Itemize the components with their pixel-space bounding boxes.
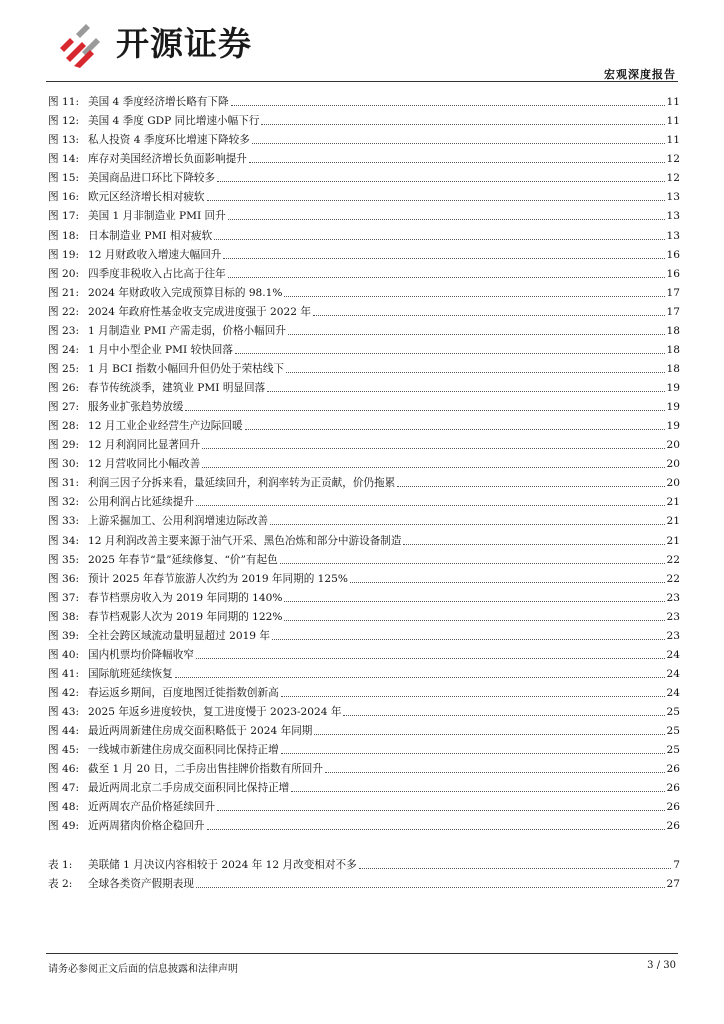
figure-entry-page: 24 xyxy=(666,648,680,661)
figure-entry-title: 12 月财政收入增速大幅回升 xyxy=(88,248,222,261)
figure-entry-title: 1 月 BCI 指数小幅回升但仍处于荣枯线下 xyxy=(88,362,285,375)
table-entry[interactable] xyxy=(48,872,680,891)
table-entry[interactable] xyxy=(48,853,680,872)
figure-entry-label: 图 22: xyxy=(48,305,80,318)
figure-entry[interactable] xyxy=(48,166,680,185)
figure-entry[interactable] xyxy=(48,528,680,547)
figure-entry-leader xyxy=(284,620,664,621)
figure-entry-label: 图 11: xyxy=(48,96,80,109)
figure-entry-leader xyxy=(325,772,665,773)
figure-entry-label: 图 47: xyxy=(48,782,80,795)
figure-entry-page: 26 xyxy=(666,763,680,776)
figure-entry-title: 春节传统淡季，建筑业 PMI 明显回落 xyxy=(88,382,266,394)
figure-entry[interactable] xyxy=(48,509,680,528)
figure-entry-title: 国内机票均价降幅收窄 xyxy=(88,648,194,661)
figure-entry-leader xyxy=(284,296,664,297)
figure-entry-title: 2024 年政府性基金收支完成进度强于 2022 年 xyxy=(88,305,311,318)
figure-entry[interactable] xyxy=(48,681,680,700)
figure-index xyxy=(48,90,680,833)
figure-entry-title: 上游采掘加工、公用利润增速边际改善 xyxy=(88,515,269,528)
figure-entry-label: 图 31: xyxy=(48,477,80,490)
figure-entry[interactable] xyxy=(48,795,680,814)
figure-entry-leader xyxy=(284,601,664,602)
figure-entry-title: 利润三因子分拆来看，量延续回升，利润率转为正贡献，价仍拖累 xyxy=(88,477,396,490)
figure-entry-label: 图 42: xyxy=(48,687,80,699)
brand-name: 开源证券 xyxy=(116,24,252,63)
figure-entry-page: 11 xyxy=(666,134,680,147)
figure-entry-page: 16 xyxy=(666,248,680,261)
figure-entry-page: 20 xyxy=(666,477,680,490)
figure-entry-title: 2025 年春节“量”延续修复、“价”有起色 xyxy=(88,553,278,566)
figure-entry-page: 25 xyxy=(666,706,680,719)
figure-entry-page: 21 xyxy=(666,534,680,547)
figure-entry-label: 图 28: xyxy=(48,420,80,433)
table-entry-title: 全球各类资产假期表现 xyxy=(88,878,194,891)
page-number: 3 / 30 xyxy=(647,960,676,971)
figure-entry-page: 17 xyxy=(666,286,680,299)
figure-entry-title: 国际航班延续恢复 xyxy=(88,667,173,680)
figure-entry-leader xyxy=(281,753,665,754)
figure-entry[interactable] xyxy=(48,90,680,109)
figure-entry-page: 13 xyxy=(666,229,680,242)
page-header xyxy=(0,0,724,82)
figure-entry-label: 图 43: xyxy=(48,706,80,719)
figure-entry-leader xyxy=(228,219,665,220)
figure-entry-title: 公用利润占比延续提升 xyxy=(88,496,194,509)
header-divider xyxy=(46,81,678,82)
figure-entry[interactable] xyxy=(48,738,680,757)
figure-entry[interactable] xyxy=(48,128,680,147)
figure-entry[interactable] xyxy=(48,185,680,204)
figure-entry-page: 20 xyxy=(666,458,680,471)
figure-entry-leader xyxy=(196,658,665,659)
figure-entry-label: 图 12: xyxy=(48,115,80,128)
figure-entry[interactable] xyxy=(48,243,680,262)
figure-entry-leader xyxy=(207,200,665,201)
figure-entry-leader xyxy=(185,410,664,411)
figure-entry-title: 12 月利润改善主要来源于油气开采、黑色冶炼和部分中游设备制造 xyxy=(88,534,402,547)
figure-entry[interactable] xyxy=(48,814,680,833)
figure-entry-leader xyxy=(280,563,665,564)
figure-entry-label: 图 37: xyxy=(48,591,80,604)
figure-entry[interactable] xyxy=(48,300,680,319)
figure-entry[interactable] xyxy=(48,281,680,300)
figure-entry-label: 图 45: xyxy=(48,744,80,757)
figure-entry-title: 四季度非税收入占比高于往年 xyxy=(88,267,226,280)
figure-entry-title: 1 月制造业 PMI 产需走弱，价格小幅回升 xyxy=(88,324,286,337)
figure-entry[interactable] xyxy=(48,433,680,452)
table-entry-page: 27 xyxy=(666,878,680,891)
figure-entry-page: 25 xyxy=(666,725,680,738)
figure-entry-page: 18 xyxy=(666,362,680,375)
figure-entry-label: 图 17: xyxy=(48,210,80,223)
figure-entry-label: 图 15: xyxy=(48,172,80,185)
figure-entry[interactable] xyxy=(48,624,680,643)
figure-entry-label: 图 26: xyxy=(48,382,80,394)
figure-entry-leader xyxy=(397,486,664,487)
figure-entry[interactable] xyxy=(48,567,680,586)
figure-entry-label: 图 46: xyxy=(48,763,80,776)
figure-entry[interactable] xyxy=(48,147,680,166)
figure-entry-label: 图 33: xyxy=(48,515,80,528)
figure-entry-label: 图 35: xyxy=(48,553,80,566)
figure-entry-page: 23 xyxy=(666,610,680,623)
figure-entry[interactable] xyxy=(48,757,680,776)
footer-divider xyxy=(46,953,678,954)
figure-entry[interactable] xyxy=(48,109,680,128)
report-type: 宏观深度报告 xyxy=(604,68,676,81)
figure-entry-page: 12 xyxy=(666,172,680,185)
figure-entry-title: 日本制造业 PMI 相对疲软 xyxy=(88,229,213,242)
figure-entry-title: 库存对美国经济增长负面影响提升 xyxy=(88,153,247,166)
figure-entry[interactable] xyxy=(48,490,680,509)
figure-entry-leader xyxy=(288,334,665,335)
figure-entry-leader xyxy=(228,277,665,278)
figure-entry-leader xyxy=(196,505,665,506)
table-entry-leader xyxy=(196,887,665,888)
figure-entry-leader xyxy=(313,315,665,316)
figure-entry-label: 图 49: xyxy=(48,820,80,833)
table-list xyxy=(48,853,680,891)
figure-entry-page: 19 xyxy=(666,382,680,394)
figure-entry-page: 26 xyxy=(666,782,680,795)
figure-entry-leader xyxy=(261,124,664,125)
figure-entry-title: 春运返乡期间，百度地图迁徙指数创新高 xyxy=(88,687,279,699)
figure-entry-page: 20 xyxy=(666,439,680,452)
figure-entry-title: 近两周农产品价格延续回升 xyxy=(88,801,216,814)
disclaimer-text: 请务必参阅正文后面的信息披露和法律声明 xyxy=(48,964,238,975)
figure-entry-label: 图 36: xyxy=(48,572,80,585)
figure-entry-page: 22 xyxy=(666,572,680,585)
figure-entry-leader xyxy=(214,239,664,240)
figure-entry-page: 18 xyxy=(666,343,680,356)
figure-entry-leader xyxy=(403,544,664,545)
figure-entry-label: 图 41: xyxy=(48,667,80,680)
figure-entry-leader xyxy=(350,582,665,583)
figure-entry-leader xyxy=(270,524,664,525)
figure-entry-label: 图 14: xyxy=(48,153,80,166)
figure-entry[interactable] xyxy=(48,338,680,357)
figure-entry-page: 19 xyxy=(666,420,680,433)
figure-entry-page: 21 xyxy=(666,515,680,528)
table-entry-page: 7 xyxy=(673,859,680,872)
figure-entry-title: 12 月营收同比小幅改善 xyxy=(88,458,201,471)
figure-entry-label: 图 25: xyxy=(48,362,80,375)
figure-list xyxy=(48,90,680,833)
figure-entry-leader xyxy=(267,391,664,392)
figure-entry-page: 26 xyxy=(666,820,680,833)
figure-entry[interactable] xyxy=(48,262,680,281)
figure-entry-label: 图 30: xyxy=(48,458,80,471)
figure-entry-leader xyxy=(343,715,664,716)
figure-entry-leader xyxy=(217,181,664,182)
figure-entry-label: 图 39: xyxy=(48,629,80,642)
figure-entry-page: 12 xyxy=(666,153,680,166)
table-entry-label: 表 2: xyxy=(48,878,73,891)
figure-entry[interactable] xyxy=(48,376,680,395)
table-entry-leader xyxy=(359,868,672,869)
figure-entry-page: 24 xyxy=(666,667,680,680)
figure-entry-title: 一线城市新建住房成交面积同比保持正增 xyxy=(88,744,279,757)
figure-entry-page: 21 xyxy=(666,496,680,509)
figure-entry-leader xyxy=(202,467,664,468)
figure-entry-leader xyxy=(245,429,665,430)
figure-entry-page: 23 xyxy=(666,629,680,642)
figure-entry-label: 图 13: xyxy=(48,134,80,147)
figure-entry-leader xyxy=(175,677,665,678)
figure-entry-leader xyxy=(223,258,664,259)
figure-entry-page: 13 xyxy=(666,191,680,204)
figure-entry-leader xyxy=(202,448,664,449)
figure-entry-page: 11 xyxy=(666,115,680,128)
figure-entry-leader xyxy=(235,353,665,354)
figure-entry[interactable] xyxy=(48,223,680,242)
figure-entry-page: 16 xyxy=(666,267,680,280)
table-entry-label: 表 1: xyxy=(48,859,73,872)
figure-entry[interactable] xyxy=(48,319,680,338)
table-index xyxy=(48,853,680,891)
figure-entry-label: 图 19: xyxy=(48,248,80,261)
figure-entry-page: 24 xyxy=(666,687,680,699)
figure-entry[interactable] xyxy=(48,662,680,681)
figure-entry-label: 图 18: xyxy=(48,229,80,242)
figure-entry-label: 图 44: xyxy=(48,725,80,738)
figure-entry-page: 25 xyxy=(666,744,680,757)
figure-entry-leader xyxy=(249,162,665,163)
figure-entry-page: 11 xyxy=(666,96,680,109)
figure-entry-page: 18 xyxy=(666,324,680,337)
figure-entry[interactable] xyxy=(48,548,680,567)
figure-entry-page: 13 xyxy=(666,210,680,223)
figure-entry-title: 服务业扩张趋势放缓 xyxy=(88,401,184,414)
figure-entry-label: 图 16: xyxy=(48,191,80,204)
figure-entry-leader xyxy=(252,143,665,144)
figure-entry-label: 图 48: xyxy=(48,801,80,814)
figure-entry-title: 全社会跨区域流动量明显超过 2019 年 xyxy=(88,629,271,642)
table-entry-title: 美联储 1 月决议内容相较于 2024 年 12 月改变相对不多 xyxy=(88,859,357,872)
figure-entry-leader xyxy=(314,734,664,735)
figure-entry-title: 私人投资 4 季度环比增速下降较多 xyxy=(88,134,250,147)
figure-entry-leader xyxy=(207,829,665,830)
figure-entry-page: 22 xyxy=(666,553,680,566)
figure-entry[interactable] xyxy=(48,204,680,223)
figure-entry[interactable] xyxy=(48,452,680,471)
figure-entry[interactable] xyxy=(48,357,680,376)
figure-entry[interactable] xyxy=(48,414,680,433)
figure-entry[interactable] xyxy=(48,776,680,795)
figure-entry[interactable] xyxy=(48,395,680,414)
figure-entry-title: 美国 4 季度经济增长略有下降 xyxy=(88,96,229,109)
figure-entry-title: 美国 1 月非制造业 PMI 回升 xyxy=(88,210,226,223)
figure-entry-leader xyxy=(281,696,665,697)
figure-entry-title: 美国商品进口环比下降较多 xyxy=(88,172,216,185)
figure-entry-label: 图 20: xyxy=(48,267,80,280)
figure-entry-label: 图 23: xyxy=(48,324,80,337)
figure-entry-title: 2024 年财政收入完成预算目标的 98.1% xyxy=(88,286,283,299)
figure-entry-page: 23 xyxy=(666,591,680,604)
figure-entry-title: 截至 1 月 20 日，二手房出售挂牌价指数有所回升 xyxy=(88,763,323,776)
figure-entry-title: 最近两周新建住房成交面积略低于 2024 年同期 xyxy=(88,725,313,738)
figure-entry-title: 最近两周北京二手房成交面积同比保持正增 xyxy=(88,782,290,795)
figure-entry[interactable] xyxy=(48,605,680,624)
figure-entry-leader xyxy=(217,810,664,811)
figure-entry-label: 图 32: xyxy=(48,496,80,509)
figure-entry-title: 春节档票房收入为 2019 年同期的 140% xyxy=(88,591,283,604)
figure-entry-leader xyxy=(272,639,665,640)
figure-entry-leader xyxy=(286,372,664,373)
figure-entry-label: 图 38: xyxy=(48,610,80,623)
figure-entry-title: 近两周猪肉价格企稳回升 xyxy=(88,820,205,833)
figure-entry-title: 2025 年返乡进度较快，复工进度慢于 2023-2024 年 xyxy=(88,706,342,719)
figure-entry[interactable] xyxy=(48,643,680,662)
figure-entry-label: 图 24: xyxy=(48,343,80,356)
figure-entry-title: 欧元区经济增长相对疲软 xyxy=(88,191,205,204)
figure-entry-title: 1 月中小型企业 PMI 较快回落 xyxy=(88,343,233,356)
figure-entry-label: 图 27: xyxy=(48,401,80,414)
figure-entry-label: 图 40: xyxy=(48,648,80,661)
figure-entry-label: 图 21: xyxy=(48,286,80,299)
figure-entry[interactable] xyxy=(48,700,680,719)
figure-entry-title: 预计 2025 年春节旅游人次约为 2019 年同期的 125% xyxy=(88,572,348,585)
figure-entry-page: 26 xyxy=(666,801,680,814)
figure-entry-title: 春节档观影人次为 2019 年同期的 122% xyxy=(88,610,283,623)
figure-entry[interactable] xyxy=(48,586,680,605)
figure-entry-page: 19 xyxy=(666,401,680,414)
figure-entry-leader xyxy=(291,791,664,792)
figure-entry-title: 12 月利润同比显著回升 xyxy=(88,439,201,452)
figure-entry-title: 12 月工业企业经营生产边际回暖 xyxy=(88,420,243,433)
figure-entry-leader xyxy=(231,105,665,106)
figure-entry-label: 图 29: xyxy=(48,439,80,452)
figure-entry-label: 图 34: xyxy=(48,534,80,547)
figure-entry-title: 美国 4 季度 GDP 同比增速小幅下行 xyxy=(88,115,260,128)
figure-entry[interactable] xyxy=(48,471,680,490)
figure-entry[interactable] xyxy=(48,719,680,738)
figure-entry-page: 17 xyxy=(666,305,680,318)
